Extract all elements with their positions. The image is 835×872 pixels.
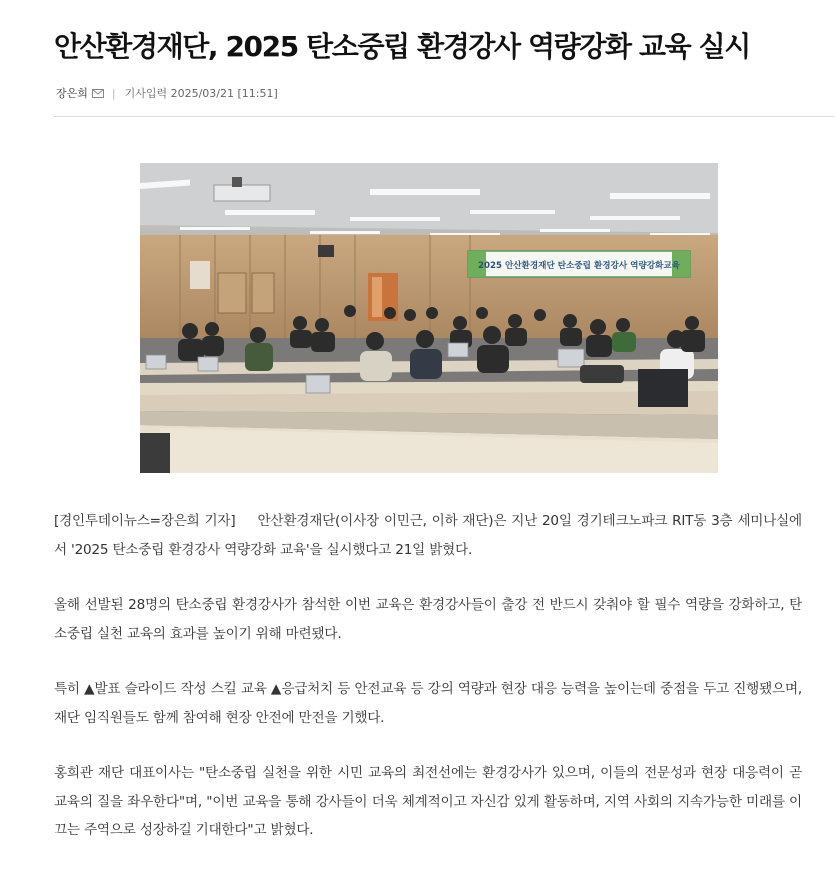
photo-banner-text: 2025 안산환경재단 탄소중립 환경강사 역량강화교육 [478, 261, 680, 271]
paragraph-3: 특히 ▲발표 슬라이드 작성 스킬 교육 ▲응급처치 등 안전교육 등 강의 역량과 현장 대응 능력을 높이는데 중점을 두고 진행됐으며, 재단 임직원들도 함께 참여해 현장 안전에 만전을 기했다. [54, 681, 802, 726]
publish-date: 기사입력 2025/03/21 [11:51] [124, 87, 278, 100]
paragraph-1 [54, 507, 802, 564]
article-body [54, 507, 802, 872]
author-name[interactable]: 장은희 [56, 87, 88, 100]
article-meta [56, 85, 278, 101]
meta-separator: | [111, 86, 116, 100]
mail-icon[interactable] [92, 89, 104, 98]
article-photo[interactable] [140, 163, 718, 473]
paragraph-4: 홍희관 재단 대표이사는 "탄소중립 실천을 위한 시민 교육의 최전선에는 환경강사가 있으며, 이들의 전문성과 현장 대응력이 곧 교육의 질을 좌우한다"며, "이번 교육을 통해 강사들이 더욱 체계적이고 자신감 있게 활동하며, 지역 사회의 지속가능한 미래를 이끄는 주역으로 성장하길 기대한다"고 밝혔다. [54, 765, 802, 838]
article-byline: [경인투데이뉴스=장은희 기자] [54, 513, 236, 529]
paragraph-2: 올해 선발된 28명의 탄소중립 환경강사가 참석한 이번 교육은 환경강사들이 출강 전 반드시 갖춰야 할 필수 역량을 강화하고, 탄소중립 실천 교육의 효과를 높이기 위해 마련됐다. [54, 597, 802, 642]
article-headline: 안산환경재단, 2025 탄소중립 환경강사 역량강화 교육 실시 [54, 29, 750, 63]
paragraph-1-text: 안산환경재단(이사장 이민근, 이하 재단)은 지난 20일 경기테크노파크 RIT동 3층 세미나실에서 '2025 탄소중립 환경강사 역량강화 교육'을 실시했다고 21일 밝혔다. [54, 513, 802, 558]
divider [54, 116, 835, 117]
seminar-room-illustration [140, 163, 718, 473]
